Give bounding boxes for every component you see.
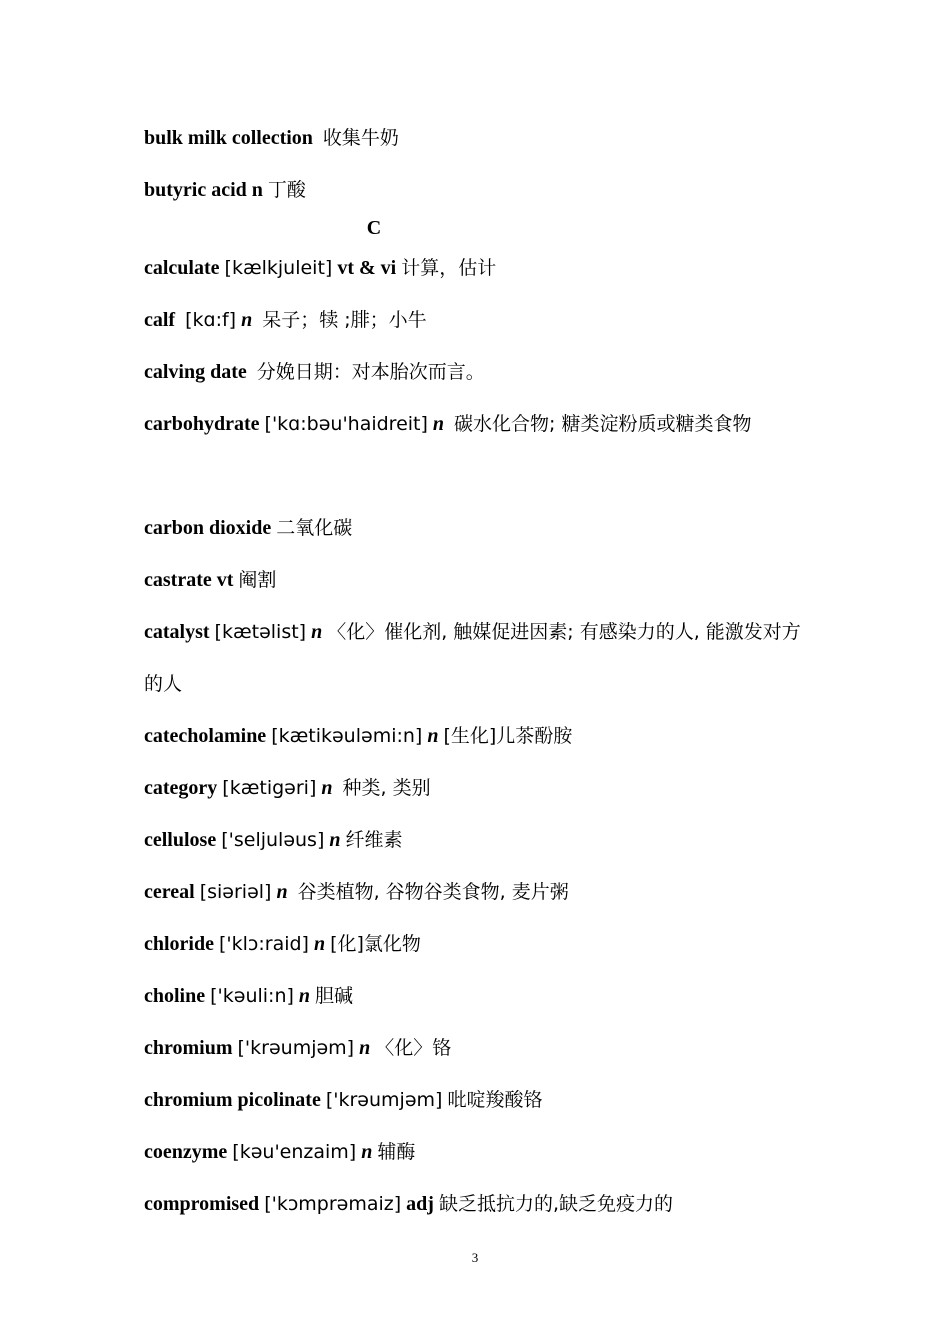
entry-catalyst [144, 606, 814, 710]
headword: calf [144, 309, 176, 331]
entry-calculate [144, 242, 814, 294]
definition: 呆子；犊 ;腓；小牛 [262, 309, 427, 331]
definition: 〈化〉铬 [375, 1037, 452, 1059]
part-of-speech: adj [406, 1193, 434, 1215]
pronunciation: [kætigəri] [222, 777, 317, 799]
pronunciation: [kælkjuleit] [224, 257, 333, 279]
part-of-speech: n [298, 985, 311, 1007]
entry-chloride [144, 918, 814, 970]
headword: calving date [144, 361, 247, 383]
pronunciation: ['krəumjəm] [237, 1037, 355, 1059]
headword: castrate vt [144, 569, 234, 591]
headword: chromium picolinate [144, 1089, 321, 1111]
definition: 二氧化碳 [276, 517, 353, 539]
entry-carbon-dioxide [144, 502, 814, 554]
entry-butyric-acid [144, 164, 814, 216]
definition: 分娩日期：对本胎次而言。 [256, 361, 485, 383]
pronunciation: [siəriəl] [199, 881, 272, 903]
part-of-speech: n [361, 1141, 373, 1163]
headword: chromium [144, 1037, 233, 1059]
definition: 种类, 类别 [342, 777, 431, 799]
part-of-speech: n [313, 933, 326, 955]
definition: 〈化〉催化剂, 触媒促进因素; 有感染力的人, 能激发对方的人 [144, 621, 801, 695]
definition: 胆碱 [315, 985, 354, 1007]
definition: 谷类植物, 谷物谷类食物, 麦片粥 [297, 881, 569, 903]
part-of-speech: n [427, 725, 439, 747]
entry-cereal [144, 866, 814, 918]
definition: 计算，估计 [401, 257, 497, 279]
entry-choline [144, 970, 814, 1022]
headword: carbon dioxide [144, 517, 272, 539]
definition: 收集牛奶 [322, 127, 399, 149]
headword: category [144, 777, 218, 799]
definition: 缺乏抵抗力的,缺乏免疫力的 [438, 1193, 673, 1215]
definition: 阉割 [238, 569, 277, 591]
part-of-speech: n [329, 829, 341, 851]
definition: 吡啶羧酸铬 [447, 1089, 543, 1111]
headword: chloride [144, 933, 214, 955]
headword: butyric acid n [144, 179, 263, 201]
pronunciation: ['kəuli:n] [210, 985, 294, 1007]
pronunciation: ['krəumjəm] [325, 1089, 443, 1111]
headword: calculate [144, 257, 220, 279]
definition: [化]氯化物 [330, 933, 421, 955]
entry-carbohydrate [144, 398, 814, 450]
definition: 丁酸 [267, 179, 306, 201]
definition: [生化]儿茶酚胺 [443, 725, 573, 747]
entry-chromium [144, 1022, 814, 1074]
entry-calving-date [144, 346, 814, 398]
entry-catecholamine [144, 710, 814, 762]
part-of-speech: n [276, 881, 288, 903]
pronunciation: ['klɔ:raid] [219, 933, 309, 955]
entry-coenzyme [144, 1126, 814, 1178]
definition: 辅酶 [377, 1141, 416, 1163]
pronunciation: ['kɑ:bəu'haidreit] [264, 413, 428, 435]
entry-category [144, 762, 814, 814]
entry-bulk-milk-collection [144, 112, 814, 164]
pronunciation: [kəu'enzaim] [232, 1141, 357, 1163]
headword: carbohydrate [144, 413, 260, 435]
entry-chromium-picolinate [144, 1074, 814, 1126]
headword: compromised [144, 1193, 260, 1215]
pronunciation: [kætikəuləmi:n] [271, 725, 423, 747]
pronunciation: ['seljuləus] [221, 829, 325, 851]
page-number: 3 [471, 1250, 479, 1265]
headword: catecholamine [144, 725, 267, 747]
headword: cellulose [144, 829, 217, 851]
headword: cereal [144, 881, 195, 903]
headword: bulk milk collection [144, 127, 313, 149]
entry-calf [144, 294, 814, 346]
part-of-speech: n [359, 1037, 371, 1059]
headword: choline [144, 985, 206, 1007]
headword: coenzyme [144, 1141, 228, 1163]
definition: 碳水化合物; 糖类淀粉质或糖类食物 [454, 413, 752, 435]
entry-compromised [144, 1178, 814, 1230]
part-of-speech: n [432, 413, 445, 435]
part-of-speech: vt & vi [337, 257, 397, 279]
pronunciation: [kætəlist] [214, 621, 307, 643]
definition: 纤维素 [345, 829, 403, 851]
part-of-speech: n [311, 621, 323, 643]
pronunciation: [kɑ:f] [185, 309, 237, 331]
entry-cellulose [144, 814, 814, 866]
section-letter: C [366, 217, 382, 239]
entry-castrate [144, 554, 814, 606]
headword: catalyst [144, 621, 210, 643]
part-of-speech: n [321, 777, 333, 799]
pronunciation: ['kɔmprəmaiz] [264, 1193, 402, 1215]
part-of-speech: n [241, 309, 253, 331]
